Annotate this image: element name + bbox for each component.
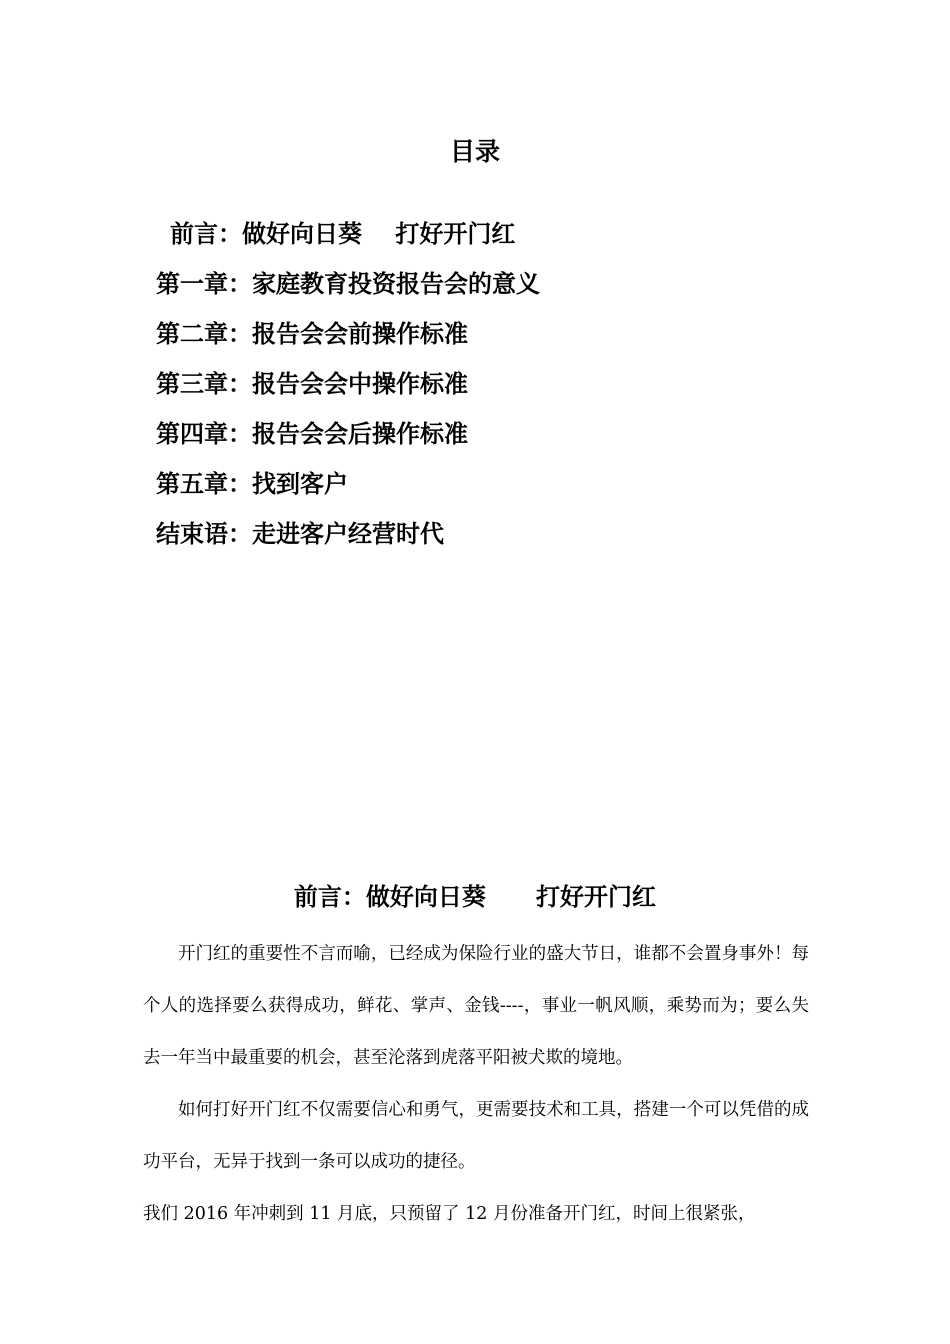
toc-title: 目录 [449,137,500,166]
preface-paragraph-3: 我们 2016 年冲刺到 11 月底，只预留了 12 月份准备开门红，时间上很紧张， [143,1204,756,1224]
toc-item-conclusion: 结束语：走进客户经营时代 [156,519,444,548]
toc-item-chapter-2: 第二章：报告会会前操作标准 [156,319,468,348]
preface-title: 前言：做好向日葵 打好开门红 [293,882,657,911]
toc-item-chapter-3: 第三章：报告会会中操作标准 [156,369,468,398]
preface-body [143,928,809,1240]
preface-paragraph-1: 开门红的重要性不言而喻，已经成为保险行业的盛大节日，谁都不会置身事外！每个人的选择要么获得成功，鲜花、掌声、金钱----，事业一帆风顺，乘势而为；要么失去一年当中最重要的机会，甚至沦落到虎落平阳被犬欺的境地。 [143,944,809,1068]
toc-item-chapter-4: 第四章：报告会会后操作标准 [156,419,468,448]
toc-item-preface: 前言：做好向日葵 打好开门红 [170,219,516,248]
toc-item-chapter-5: 第五章：找到客户 [156,469,348,498]
toc-item-chapter-1: 第一章：家庭教育投资报告会的意义 [156,269,540,298]
table-of-contents [156,209,540,559]
preface-paragraph-2: 如何打好开门红不仅需要信心和勇气，更需要技术和工具，搭建一个可以凭借的成功平台，无异于找到一条可以成功的捷径。 [143,1100,809,1172]
